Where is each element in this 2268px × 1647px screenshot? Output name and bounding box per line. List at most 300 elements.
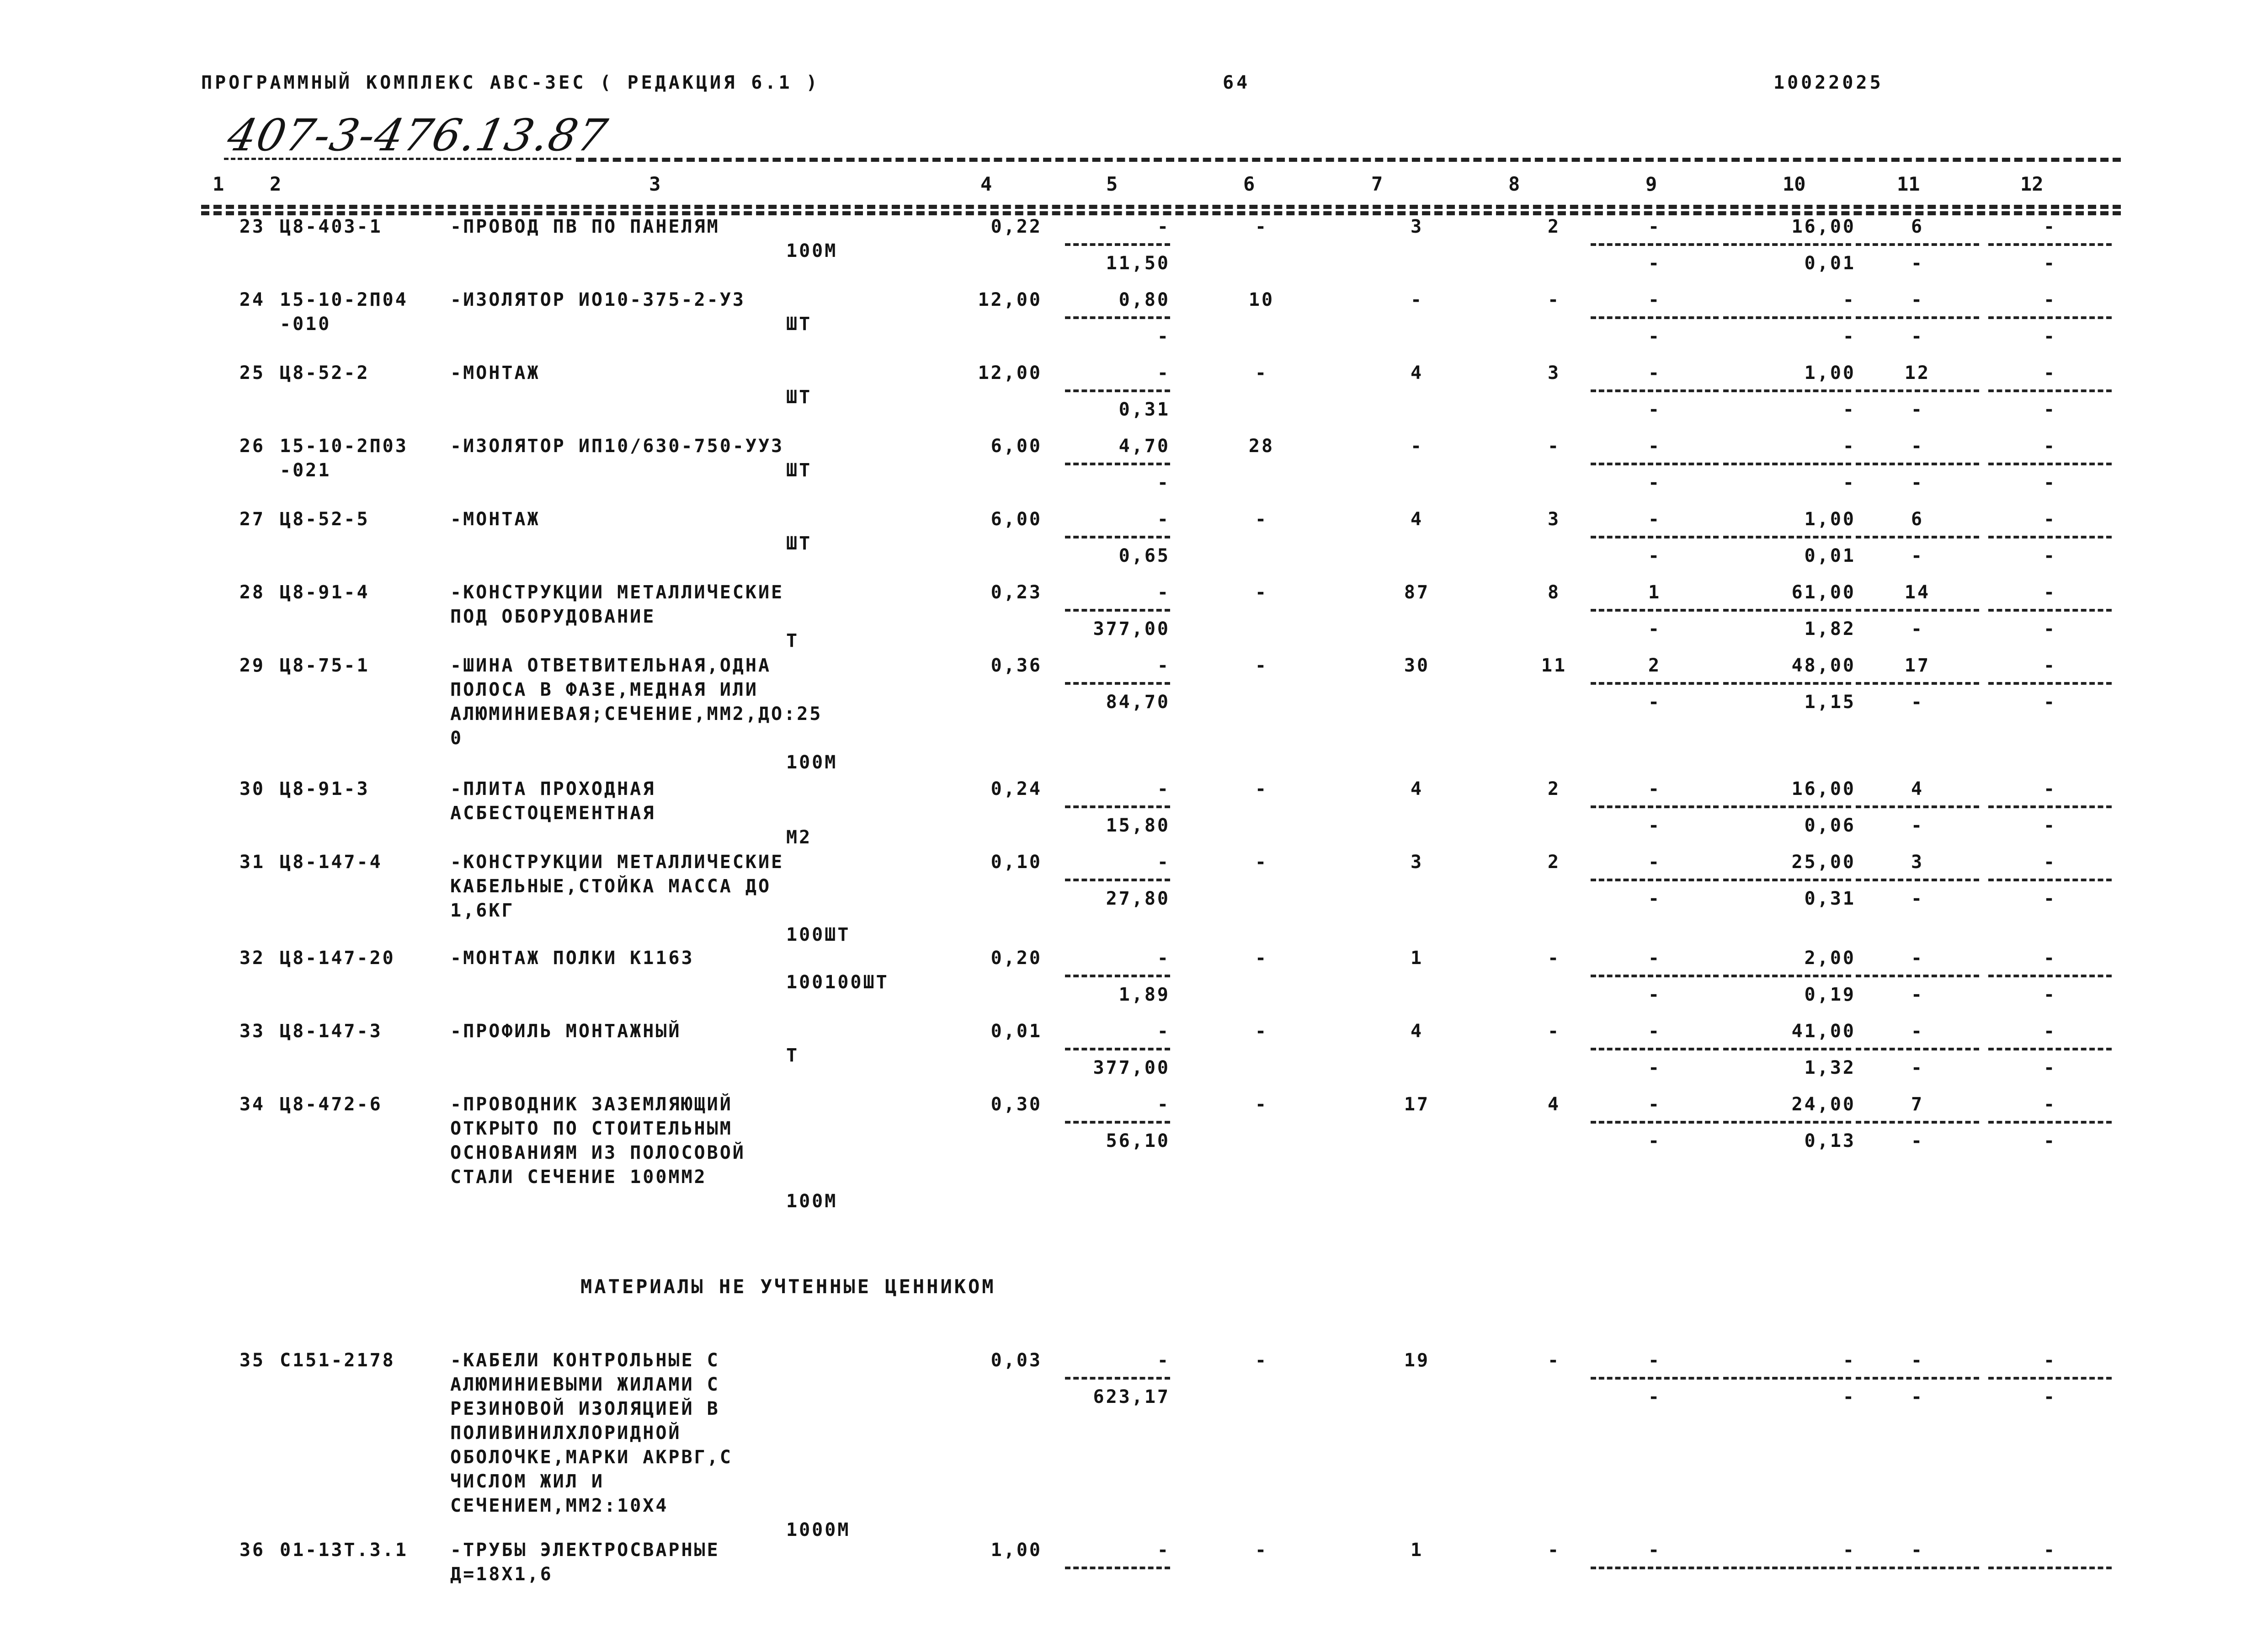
column-header-8: 8 [1508,173,1520,195]
row-col7: 1 [1410,1540,1424,1561]
row-c12: - [2043,948,2057,969]
row-col8: - [1547,1540,1561,1561]
row-c9: 1 [1648,582,1661,603]
row-c11-lower: - [1911,692,1924,713]
row-col5: - [1157,852,1170,873]
header-rule [201,205,2121,209]
col5-rule [1065,975,1170,977]
row-unit: 1000М [786,1519,851,1540]
row-code: Ц8-403-1 [280,216,383,237]
row-c10-lower: 0,19 [1804,984,1856,1005]
row-c11: - [1911,948,1924,969]
row-col8: - [1547,948,1561,969]
c10-rule [1723,243,1851,246]
row-col7: 4 [1410,362,1424,384]
row-c11: 3 [1911,852,1924,873]
row-col5: - [1157,362,1170,384]
row-col7: 19 [1404,1350,1430,1371]
row-c12-lower: - [2043,692,2057,713]
row-description: -ПРОВОДНИК ЗАЗЕМЛЯЮЩИЙ ОТКРЫТО ПО СТОИТЕЛЬНЫМ ОСНОВАНИЯМ ИЗ ПОЛОСОВОЙ СТАЛИ СЕЧЕНИЕ 100ММ2 [450,1094,745,1188]
row-c11: 6 [1911,509,1924,530]
row-number: 34 [239,1094,265,1115]
row-c9-lower: - [1648,399,1661,420]
row-c10: 2,00 [1804,948,1856,969]
row-quantity: 0,03 [990,1350,1042,1371]
c11-rule [1856,682,1979,685]
c12-rule [1988,805,2112,808]
row-number: 29 [239,655,265,676]
row-code: Ц8-472-6 [280,1094,383,1115]
row-unit: 100100ШТ [786,972,889,993]
row-c12-lower: - [2043,1057,2057,1078]
row-unit: 100М [786,1191,838,1212]
c9-rule [1591,1567,1719,1569]
row-c9: 2 [1648,655,1661,676]
c9-rule [1591,463,1719,465]
row-col6: 10 [1248,289,1275,310]
row-col5-lower: 84,70 [1106,692,1170,713]
col5-rule [1065,1121,1170,1124]
col5-rule [1065,1567,1170,1569]
c11-rule [1856,609,1979,612]
row-unit: 100ШТ [786,924,851,945]
row-c12-lower: - [2043,326,2057,347]
row-c9: - [1648,289,1661,310]
row-c9: - [1648,1540,1661,1561]
row-c11-lower: - [1911,984,1924,1005]
row-col8: 11 [1541,655,1567,676]
c12-rule [1988,1048,2112,1050]
c10-rule [1723,1048,1851,1050]
row-col5-lower: 15,80 [1106,815,1170,836]
row-c12: - [2043,655,2057,676]
row-c11: 4 [1911,778,1924,800]
c9-rule [1591,609,1719,612]
row-quantity: 6,00 [990,509,1042,530]
row-c11: - [1911,436,1924,457]
row-c10: 61,00 [1791,582,1856,603]
row-c9-lower: - [1648,618,1661,640]
row-c10-lower: 0,01 [1804,253,1856,274]
row-col8: 2 [1547,216,1561,237]
row-c10-lower: - [1842,326,1856,347]
row-unit: М2 [786,827,812,848]
col5-rule [1065,1048,1170,1050]
row-c9-lower: - [1648,888,1661,909]
row-description: -КАБЕЛИ КОНТРОЛЬНЫЕ С АЛЮМИНИЕВЫМИ ЖИЛАМИ С РЕЗИНОВОЙ ИЗОЛЯЦИЕЙ В ПОЛИВИНИЛХЛОРИДНОЙ ОБОЛОЧКЕ,МАРКИ АКРВГ,С ЧИСЛОМ ЖИЛ И СЕЧЕНИЕМ,ММ2:10Х4 [450,1350,733,1516]
row-code: 01-13Т.3.1 [280,1540,408,1561]
row-col6: - [1255,778,1268,800]
row-quantity: 12,00 [978,289,1042,310]
row-col7: 4 [1410,778,1424,800]
row-quantity: 0,01 [990,1021,1042,1042]
column-header-12: 12 [2020,173,2044,195]
row-c12: - [2043,582,2057,603]
row-number: 25 [239,362,265,384]
column-header-5: 5 [1106,173,1118,195]
row-c12-lower: - [2043,545,2057,566]
row-number: 35 [239,1350,265,1371]
row-unit: Т [786,630,799,651]
row-col8: 4 [1547,1094,1561,1115]
row-code: Ц8-52-2 [280,362,370,384]
row-c9: - [1648,852,1661,873]
row-col6: 28 [1248,436,1275,457]
row-c9: - [1648,1021,1661,1042]
row-col5-lower: 377,00 [1093,618,1170,640]
row-col6: - [1255,1350,1268,1371]
c10-rule [1723,609,1851,612]
col5-rule [1065,316,1170,319]
col5-rule [1065,682,1170,685]
col5-rule [1065,463,1170,465]
row-quantity: 6,00 [990,436,1042,457]
row-code: Ц8-147-3 [280,1021,383,1042]
c11-rule [1856,879,1979,881]
row-col5-lower: 56,10 [1106,1130,1170,1151]
row-description: -МОНТАЖ [450,509,540,530]
row-col7: 30 [1404,655,1430,676]
row-description: -ИЗОЛЯТОР ИО10-375-2-У3 [450,289,745,310]
row-c11-lower: - [1911,326,1924,347]
row-unit: ШТ [786,314,812,335]
row-c11-lower: - [1911,815,1924,836]
c10-rule [1723,805,1851,808]
row-description: -ИЗОЛЯТОР ИП10/630-750-УУ3 [450,436,784,457]
row-col6: - [1255,655,1268,676]
row-col7: 4 [1410,1021,1424,1042]
row-number: 24 [239,289,265,310]
row-unit: ШТ [786,387,812,408]
row-col5-lower: - [1157,472,1170,493]
row-col7: 3 [1410,216,1424,237]
c12-rule [1988,975,2112,977]
c10-rule [1723,682,1851,685]
row-c12-lower: - [2043,399,2057,420]
row-c11-lower: - [1911,399,1924,420]
c10-rule [1723,389,1851,392]
c11-rule [1856,1567,1979,1569]
row-col8: 3 [1547,509,1561,530]
col5-rule [1065,389,1170,392]
document-code: 10022025 [1773,72,1884,93]
row-code: Ц8-75-1 [280,655,370,676]
row-c9-lower: - [1648,545,1661,566]
c12-rule [1988,1377,2112,1380]
row-col6: - [1255,582,1268,603]
row-unit: 100М [786,752,838,773]
row-quantity: 12,00 [978,362,1042,384]
c12-rule [1988,243,2112,246]
row-description: -МОНТАЖ ПОЛКИ К1163 [450,948,694,969]
c11-rule [1856,536,1979,538]
column-header-1: 1 [213,173,224,195]
row-code: Ц8-91-4 [280,582,370,603]
row-col5-lower: 0,65 [1118,545,1170,566]
row-col5: - [1157,216,1170,237]
col5-rule [1065,879,1170,881]
column-header-3: 3 [649,173,661,195]
row-col5-lower: 1,89 [1118,984,1170,1005]
column-header-4: 4 [980,173,992,195]
row-description: -ПЛИТА ПРОХОДНАЯ АСБЕСТОЦЕМЕНТНАЯ [450,778,656,824]
row-code: Ц8-147-4 [280,852,383,873]
c12-rule [1988,1121,2112,1124]
row-c9: - [1648,362,1661,384]
row-c11-lower: - [1911,472,1924,493]
c12-rule [1988,682,2112,685]
row-c10: 48,00 [1791,655,1856,676]
row-c12-lower: - [2043,1130,2057,1151]
row-c11-lower: - [1911,1130,1924,1151]
row-number: 31 [239,852,265,873]
c9-rule [1591,1121,1719,1124]
column-header-2: 2 [270,173,282,195]
row-description: -ПРОФИЛЬ МОНТАЖНЫЙ [450,1021,681,1042]
row-c9: - [1648,436,1661,457]
row-number: 27 [239,509,265,530]
row-col5-lower: 27,80 [1106,888,1170,909]
row-quantity: 0,22 [990,216,1042,237]
row-c10: - [1842,436,1856,457]
row-col6: - [1255,216,1268,237]
row-col5: - [1157,1021,1170,1042]
row-c12: - [2043,1350,2057,1371]
c12-rule [1988,389,2112,392]
row-col8: - [1547,436,1561,457]
c12-rule [1988,463,2112,465]
row-col7: - [1410,436,1424,457]
row-c12: - [2043,1021,2057,1042]
c10-rule [1723,1377,1851,1380]
column-header-11: 11 [1897,173,1920,195]
row-c12: - [2043,509,2057,530]
row-unit: ШТ [786,533,812,554]
c12-rule [1988,316,2112,319]
row-c10: 41,00 [1791,1021,1856,1042]
c9-rule [1591,1377,1719,1380]
row-c11-lower: - [1911,253,1924,274]
c10-rule [1723,1567,1851,1569]
row-col7: 4 [1410,509,1424,530]
c11-rule [1856,243,1979,246]
row-c12: - [2043,362,2057,384]
row-col8: - [1547,1350,1561,1371]
row-c12-lower: - [2043,984,2057,1005]
row-number: 30 [239,778,265,800]
row-c11: 12 [1904,362,1931,384]
c11-rule [1856,805,1979,808]
row-c12: - [2043,1094,2057,1115]
row-col6: - [1255,852,1268,873]
row-code: 15-10-2П04 -010 [280,289,408,335]
row-col6: - [1255,948,1268,969]
row-c12-lower: - [2043,618,2057,640]
row-code: Ц8-147-20 [280,948,395,969]
row-c10-lower: 1,15 [1804,692,1856,713]
row-col7: 17 [1404,1094,1430,1115]
row-col7: 3 [1410,852,1424,873]
row-c11-lower: - [1911,545,1924,566]
c12-rule [1988,1567,2112,1569]
row-col8: 8 [1547,582,1561,603]
row-c10: - [1842,289,1856,310]
row-c12-lower: - [2043,815,2057,836]
col5-rule [1065,609,1170,612]
row-number: 32 [239,948,265,969]
row-c11: - [1911,1021,1924,1042]
row-c11-lower: - [1911,888,1924,909]
row-col5-lower: 377,00 [1093,1057,1170,1078]
col5-rule [1065,805,1170,808]
row-col8: 2 [1547,778,1561,800]
row-col5: - [1157,509,1170,530]
row-col5: - [1157,655,1170,676]
row-col5-lower: - [1157,326,1170,347]
column-header-9: 9 [1645,173,1657,195]
row-col5-lower: 11,50 [1106,253,1170,274]
row-c12: - [2043,289,2057,310]
c9-rule [1591,879,1719,881]
c10-rule [1723,1121,1851,1124]
row-description: -МОНТАЖ [450,362,540,384]
row-c9-lower: - [1648,253,1661,274]
c9-rule [1591,243,1719,246]
row-c11: - [1911,1540,1924,1561]
c10-rule [1723,879,1851,881]
section-title: МАТЕРИАЛЫ НЕ УЧТЕННЫЕ ЦЕННИКОМ [580,1275,996,1298]
c11-rule [1856,316,1979,319]
row-c10-lower: - [1842,472,1856,493]
row-c10: 1,00 [1804,362,1856,384]
row-c10-lower: - [1842,1386,1856,1407]
c9-rule [1591,682,1719,685]
row-c11: 17 [1904,655,1931,676]
row-c9-lower: - [1648,472,1661,493]
row-c12: - [2043,436,2057,457]
row-col6: - [1255,1540,1268,1561]
row-c9-lower: - [1648,692,1661,713]
row-c9: - [1648,948,1661,969]
row-c10: 16,00 [1791,216,1856,237]
row-quantity: 0,36 [990,655,1042,676]
program-title: ПРОГРАММНЫЙ КОМПЛЕКС АВС-ЗЕС ( РЕДАКЦИЯ 6.1 ) [201,72,820,93]
row-c10-lower: 0,31 [1804,888,1856,909]
row-c9-lower: - [1648,1057,1661,1078]
row-number: 36 [239,1540,265,1561]
c11-rule [1856,1121,1979,1124]
row-col5: - [1157,582,1170,603]
c9-rule [1591,389,1719,392]
row-number: 28 [239,582,265,603]
row-col5: - [1157,778,1170,800]
row-c9-lower: - [1648,984,1661,1005]
c10-rule [1723,536,1851,538]
row-c11-lower: - [1911,618,1924,640]
handwritten-underline [224,158,571,160]
row-c12: - [2043,852,2057,873]
row-col5-lower: 623,17 [1093,1386,1170,1407]
row-c12-lower: - [2043,1386,2057,1407]
row-c10-lower: - [1842,399,1856,420]
c9-rule [1591,805,1719,808]
row-col8: - [1547,1021,1561,1042]
row-c11: 6 [1911,216,1924,237]
col5-rule [1065,1377,1170,1380]
row-code: Ц8-91-3 [280,778,370,800]
row-col7: 87 [1404,582,1430,603]
c11-rule [1856,975,1979,977]
c11-rule [1856,463,1979,465]
row-col5-lower: 0,31 [1118,399,1170,420]
row-number: 26 [239,436,265,457]
row-col5: 0,80 [1118,289,1170,310]
c12-rule [1988,536,2112,538]
row-col6: - [1255,1021,1268,1042]
row-code: 15-10-2П03 -021 [280,436,408,481]
row-quantity: 1,00 [990,1540,1042,1561]
row-c12: - [2043,1540,2057,1561]
row-c10-lower: 0,01 [1804,545,1856,566]
col5-rule [1065,243,1170,246]
c11-rule [1856,1048,1979,1050]
row-c11-lower: - [1911,1386,1924,1407]
row-c10: 16,00 [1791,778,1856,800]
c11-rule [1856,1377,1979,1380]
row-c11: - [1911,289,1924,310]
row-c12-lower: - [2043,888,2057,909]
page-number: 64 [1223,72,1251,93]
row-c10-lower: 1,82 [1804,618,1856,640]
row-unit: Т [786,1045,799,1066]
row-c9: - [1648,509,1661,530]
c9-rule [1591,1048,1719,1050]
row-code: Ц8-52-5 [280,509,370,530]
column-header-10: 10 [1783,173,1806,195]
row-c12: - [2043,216,2057,237]
row-c9: - [1648,1094,1661,1115]
row-c10: - [1842,1350,1856,1371]
row-col7: 1 [1410,948,1424,969]
row-col8: 2 [1547,852,1561,873]
row-c11: 14 [1904,582,1931,603]
row-c10-lower: 0,13 [1804,1130,1856,1151]
c9-rule [1591,975,1719,977]
c9-rule [1591,316,1719,319]
row-description: -ПРОВОД ПВ ПО ПАНЕЛЯМ [450,216,720,237]
col5-rule [1065,536,1170,538]
row-c11: - [1911,1350,1924,1371]
row-number: 23 [239,216,265,237]
row-col7: - [1410,289,1424,310]
c10-rule [1723,975,1851,977]
row-c10-lower: 0,06 [1804,815,1856,836]
c12-rule [1988,879,2112,881]
row-c10-lower: 1,32 [1804,1057,1856,1078]
row-col5: - [1157,1540,1170,1561]
row-unit: ШТ [786,460,812,481]
row-col6: - [1255,362,1268,384]
row-col5: - [1157,1094,1170,1115]
c10-rule [1723,463,1851,465]
row-col8: - [1547,289,1561,310]
row-c9-lower: - [1648,1386,1661,1407]
row-quantity: 0,20 [990,948,1042,969]
c11-rule [1856,389,1979,392]
row-c9-lower: - [1648,1130,1661,1151]
c10-rule [1723,316,1851,319]
row-c9: - [1648,778,1661,800]
